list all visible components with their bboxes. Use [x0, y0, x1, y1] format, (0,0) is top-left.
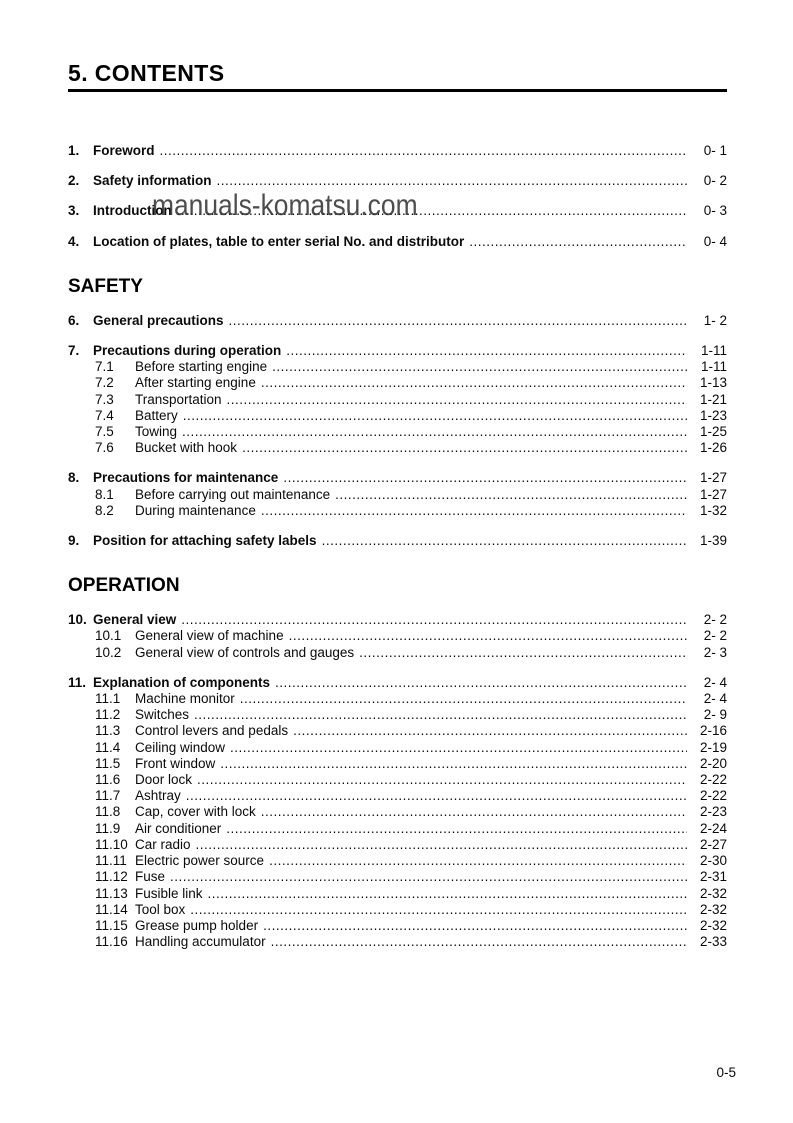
entry-page-number: 1-32 — [699, 502, 727, 518]
toc-group — [68, 470, 727, 519]
entry-page-number: 1-11 — [700, 343, 727, 359]
toc-subentry — [68, 424, 727, 440]
entry-number: 11.1 — [95, 691, 121, 707]
dot-leader — [240, 691, 687, 707]
toc-group — [68, 143, 727, 159]
entry-label: Door lock — [135, 772, 193, 788]
dot-leader — [286, 343, 687, 359]
dot-leader — [271, 934, 687, 950]
entry-page-number: 2-22 — [699, 788, 727, 804]
entry-number: 11.2 — [95, 707, 121, 723]
entry-page-number: 1-39 — [699, 533, 727, 549]
entry-label: Precautions for maintenance — [93, 470, 279, 486]
entry-number: 7.2 — [95, 375, 114, 391]
toc-subentry — [68, 487, 727, 503]
toc-subentry — [68, 756, 727, 772]
entry-page-number: 1-27 — [699, 470, 727, 486]
entry-page-number: 2-32 — [699, 901, 727, 917]
entry-page-number: 2-19 — [699, 739, 727, 755]
entry-page-number: 2-24 — [699, 820, 727, 836]
entry-number: 11.5 — [95, 755, 121, 771]
entry-label: General view of machine — [135, 628, 284, 644]
toc-subentry — [68, 821, 727, 837]
toc-entry — [68, 675, 727, 691]
entry-number: 1. — [68, 143, 80, 158]
dot-leader — [269, 853, 687, 869]
entry-number: 11. — [68, 674, 87, 690]
entry-number: 11.13 — [95, 885, 128, 901]
entry-label: After starting engine — [135, 375, 256, 391]
entry-number: 11.14 — [95, 901, 128, 917]
entry-page-number: 1-21 — [699, 391, 727, 407]
entry-page-number: 2-30 — [699, 853, 727, 869]
toc-subentry — [68, 804, 727, 820]
entry-page-number: 2- 2 — [703, 628, 727, 644]
entry-label: General precautions — [93, 312, 224, 328]
toc-group — [68, 234, 727, 250]
entry-page-number: 2- 4 — [703, 674, 727, 690]
entry-number: 10.1 — [95, 628, 122, 644]
toc-group — [68, 203, 727, 219]
dot-leader — [261, 375, 687, 391]
toc-entry — [68, 343, 727, 359]
entry-number: 6. — [68, 312, 80, 328]
entry-label: Tool box — [135, 901, 186, 917]
dot-leader — [160, 143, 687, 159]
entry-label: Fuse — [135, 869, 166, 885]
entry-page-number: 2-32 — [699, 917, 727, 933]
dot-leader — [220, 756, 687, 772]
entry-page-number: 2-23 — [699, 804, 727, 820]
entry-number: 8. — [68, 470, 80, 486]
dot-leader — [261, 804, 687, 820]
toc-group — [68, 533, 727, 549]
entry-label: Front window — [135, 755, 216, 771]
entry-label: Handling accumulator — [135, 934, 266, 950]
toc-subentry — [68, 645, 727, 661]
entry-number: 7.1 — [95, 359, 114, 375]
toc-subentry — [68, 503, 727, 519]
toc-subentry — [68, 886, 727, 902]
entry-number: 11.6 — [95, 772, 121, 788]
entry-number: 11.15 — [95, 917, 128, 933]
entry-page-number: 2-27 — [699, 836, 727, 852]
entry-number: 11.8 — [95, 804, 121, 820]
entry-label: Transportation — [135, 391, 222, 407]
entry-label: Grease pump holder — [135, 917, 259, 933]
entry-number: 7.3 — [95, 391, 114, 407]
entry-page-number: 0- 2 — [703, 173, 727, 189]
dot-leader — [289, 628, 687, 644]
entry-number: 11.12 — [95, 869, 128, 885]
entry-label: Before starting engine — [135, 359, 268, 375]
entry-number: 11.9 — [95, 820, 121, 836]
dot-leader — [261, 503, 687, 519]
page-title: 5. CONTENTS — [68, 60, 225, 86]
dot-leader — [183, 408, 687, 424]
toc-subentry — [68, 740, 727, 756]
entry-number: 7. — [68, 343, 80, 359]
dot-leader — [335, 487, 687, 503]
toc-group — [68, 173, 727, 189]
entry-number: 11.4 — [95, 739, 121, 755]
entry-number: 7.4 — [95, 407, 114, 423]
entry-label: Fusible link — [135, 885, 203, 901]
entry-label: Ashtray — [135, 788, 181, 804]
dot-leader — [197, 772, 687, 788]
entry-label: Ceiling window — [135, 739, 226, 755]
dot-leader — [272, 359, 687, 375]
toc-subentry — [68, 375, 727, 391]
entry-page-number: 1-13 — [699, 375, 727, 391]
toc-subentry — [68, 772, 727, 788]
entry-label: Car radio — [135, 836, 191, 852]
dot-leader — [230, 740, 687, 756]
entry-page-number: 2-22 — [699, 772, 727, 788]
toc-entry — [68, 143, 727, 159]
entry-label: Position for attaching safety labels — [93, 533, 317, 549]
section-heading: OPERATION — [68, 575, 180, 597]
entry-page-number: 0- 3 — [703, 203, 727, 219]
dot-leader — [322, 533, 687, 549]
dot-leader — [186, 788, 687, 804]
toc-subentry — [68, 869, 727, 885]
dot-leader — [469, 234, 687, 250]
entry-number: 2. — [68, 173, 80, 189]
toc-group — [68, 675, 727, 950]
entry-page-number: 1-11 — [700, 359, 727, 375]
dot-leader — [263, 918, 687, 934]
toc-subentry — [68, 691, 727, 707]
title-block — [68, 62, 727, 92]
entry-label: Towing — [135, 424, 178, 440]
entry-page-number: 0- 4 — [703, 233, 727, 249]
toc-entry — [68, 203, 727, 219]
dot-leader — [359, 645, 687, 661]
entry-label: Bucket with hook — [135, 440, 238, 456]
entry-page-number: 1-23 — [699, 407, 727, 423]
entry-number: 11.10 — [95, 836, 128, 852]
entry-label: Foreword — [93, 143, 155, 158]
dot-leader — [229, 313, 687, 329]
entry-label: Air conditioner — [135, 820, 222, 836]
dot-leader — [217, 173, 687, 189]
dot-leader — [181, 612, 687, 628]
entry-page-number: 2-33 — [699, 934, 727, 950]
entry-label: Precautions during operation — [93, 343, 282, 359]
entry-number: 9. — [68, 533, 80, 549]
entry-label: Battery — [135, 407, 178, 423]
toc-entry — [68, 173, 727, 189]
entry-page-number: 2- 9 — [703, 707, 727, 723]
dot-leader — [194, 707, 687, 723]
entry-label: General view — [93, 612, 177, 628]
entry-number: 11.7 — [95, 788, 121, 804]
toc-entry — [68, 313, 727, 329]
dot-leader — [275, 675, 687, 691]
entry-number: 8.2 — [95, 502, 114, 518]
entry-label: Control levers and pedals — [135, 723, 289, 739]
toc-subentry — [68, 853, 727, 869]
toc-subentry — [68, 707, 727, 723]
entry-label: Machine monitor — [135, 691, 235, 707]
entry-page-number: 1-26 — [699, 440, 727, 456]
entry-label: Before carrying out maintenance — [135, 486, 331, 502]
dot-leader — [227, 392, 687, 408]
entry-number: 4. — [68, 233, 80, 249]
dot-leader — [170, 869, 687, 885]
entry-label: Cap, cover with lock — [135, 804, 256, 820]
entry-page-number: 2- 4 — [703, 691, 727, 707]
footer-page-number: 0-5 — [716, 1065, 736, 1080]
entry-page-number: 2-31 — [699, 869, 727, 885]
toc-subentry — [68, 837, 727, 853]
dot-leader — [242, 440, 687, 456]
entry-label: Electric power source — [135, 853, 265, 869]
dot-leader — [293, 723, 687, 739]
toc-subentry — [68, 902, 727, 918]
entry-page-number: 2- 2 — [703, 612, 727, 628]
entry-page-number: 0- 1 — [703, 143, 727, 158]
entry-label: Location of plates, table to enter serial No. and distributor — [93, 233, 465, 249]
entry-number: 10.2 — [95, 644, 122, 660]
entry-number: 11.11 — [95, 853, 127, 869]
toc-subentry — [68, 408, 727, 424]
dot-leader — [177, 203, 687, 219]
entry-number: 10. — [68, 612, 87, 628]
entry-number: 11.3 — [95, 723, 121, 739]
toc-entry — [68, 234, 727, 250]
entry-page-number: 2-32 — [699, 885, 727, 901]
toc-group — [68, 313, 727, 329]
dot-leader — [283, 470, 687, 486]
entry-label: Safety information — [93, 173, 212, 189]
entry-page-number: 2-20 — [699, 755, 727, 771]
toc-subentry — [68, 918, 727, 934]
dot-leader — [208, 886, 687, 902]
toc-entry — [68, 470, 727, 486]
entry-page-number: 2- 3 — [703, 644, 727, 660]
toc-subentry — [68, 440, 727, 456]
entry-label: Introduction — [93, 203, 172, 219]
dot-leader — [196, 837, 687, 853]
section-heading: SAFETY — [68, 275, 143, 297]
entry-label: Switches — [135, 707, 190, 723]
entry-number: 7.6 — [95, 440, 114, 456]
toc-entry — [68, 612, 727, 628]
toc-subentry — [68, 934, 727, 950]
toc-subentry — [68, 392, 727, 408]
entry-number: 11.16 — [95, 934, 128, 950]
entry-label: General view of controls and gauges — [135, 644, 355, 660]
entry-number: 7.5 — [95, 424, 114, 440]
toc-entry — [68, 533, 727, 549]
entry-page-number: 1-25 — [699, 424, 727, 440]
table-of-contents — [68, 143, 727, 950]
entry-number: 3. — [68, 203, 80, 219]
entry-page-number: 1- 2 — [703, 312, 727, 328]
entry-page-number: 2-16 — [699, 723, 727, 739]
toc-group — [68, 343, 727, 456]
entry-label: Explanation of components — [93, 674, 271, 690]
entry-number: 8.1 — [95, 486, 114, 502]
entry-page-number: 1-27 — [699, 486, 727, 502]
entry-label: During maintenance — [135, 502, 256, 518]
dot-leader — [190, 902, 687, 918]
dot-leader — [182, 424, 687, 440]
toc-subentry — [68, 788, 727, 804]
dot-leader — [226, 821, 687, 837]
toc-subentry — [68, 628, 727, 644]
toc-subentry — [68, 359, 727, 375]
watermark-text: manuals-komatsu.com — [152, 189, 418, 222]
toc-subentry — [68, 723, 727, 739]
toc-group — [68, 612, 727, 661]
